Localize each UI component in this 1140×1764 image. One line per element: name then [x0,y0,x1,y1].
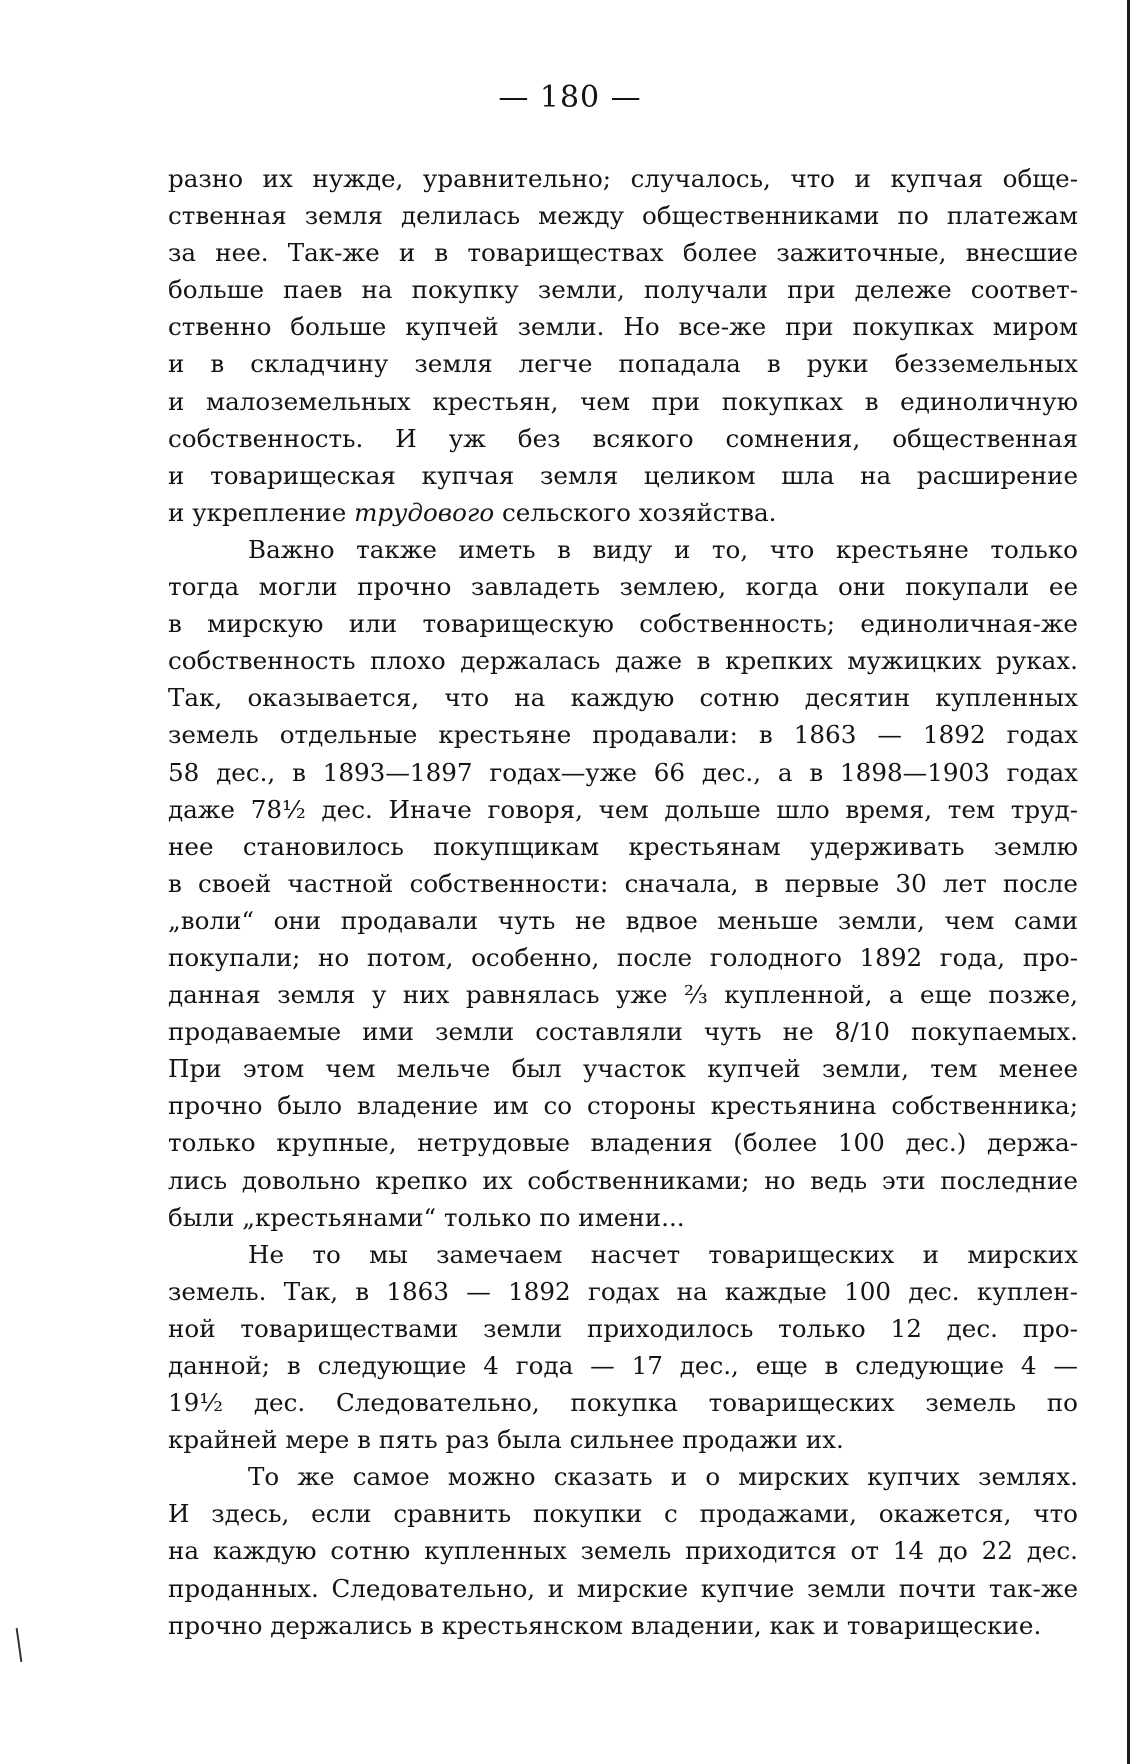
text-line: покупали; но потом, особенно, после голодного 1892 года, про- [168,942,1078,972]
text-line: проданных. Следовательно, и мирские купчие земли почти так-же [168,1573,1078,1603]
text-line: То же самое можно сказать и о мирских купчих землях. [248,1462,1078,1492]
text-line: на каждую сотню купленных земель приходится от 14 до 22 дес. [168,1536,1078,1566]
paragraph-3 [168,1236,1078,1459]
text-line: прочно было владение им со стороны крестьянина собственника; [168,1091,1078,1121]
page-number: — 180 — [498,80,642,115]
paragraph-2 [168,531,1078,1236]
emphasized-word: трудового [354,497,495,527]
text-line: „воли“ они продавали чуть не вдвое меньше земли, чем сами [168,905,1078,935]
margin-mark [16,1628,23,1662]
text-line: земель. Так, в 1863 — 1892 годах на каждые 100 дес. куплен- [168,1276,1078,1306]
text-line: ственная земля делилась между общественниками по платежам [168,201,1078,231]
text-line: только крупные, нетрудовые владения (более 100 дес.) держа- [168,1128,1078,1158]
text-fragment: сельского хозяйства. [494,497,777,527]
text-line: крайней мере в пять раз была сильнее продажи их. [168,1425,844,1455]
text-line: 19½ дес. Следовательно, покупка товарищеских земель по [168,1388,1078,1418]
text-line: продаваемые ими земли составляли чуть не 8/10 покупаемых. [168,1017,1078,1047]
text-line: собственность плохо держалась даже в крепких мужицких руках. [168,646,1078,676]
text-line: разно их нужде, уравнительно; случалось, что и купчая обще- [168,164,1078,193]
text-line: Важно также иметь в виду и то, что крестьяне только [248,534,1078,564]
text-line: за нее. Так-же и в товариществах более зажиточные, внесшие [168,238,1078,268]
text-line: в мирскую или товарищескую собственность; единоличная-же [168,609,1078,639]
text-line: были „крестьянами“ только по имени... [168,1202,685,1232]
text-fragment: и укрепление [168,497,355,527]
paragraph-1 [168,160,1078,531]
text-line: собственность. И уж без всякого сомнения, общественная [168,423,1078,453]
text-line: и в складчину земля легче попадала в руки безземельных [168,349,1078,379]
paragraph-4 [168,1458,1078,1643]
text-line: данная земля у них равнялась уже ⅔ купленной, а еще позже, [168,980,1078,1010]
text-line: в своей частной собственности: сначала, в первые 30 лет после [168,868,1078,898]
text-line: При этом чем мельче был участок купчей земли, тем менее [168,1054,1078,1084]
text-line: и товарищеская купчая земля целиком шла на расширение [168,460,1078,490]
text-line [168,494,1078,531]
text-line: тогда могли прочно завладеть землею, когда они покупали ее [168,572,1078,602]
text-line: лись довольно крепко их собственниками; но ведь эти последние [168,1165,1078,1195]
text-line: Не то мы замечаем насчет товарищеских и мирских [248,1239,1078,1269]
text-line: больше паев на покупку земли, получали при дележе соответ- [168,275,1078,305]
text-line: прочно держались в крестьянском владении, как и товарищеские. [168,1610,1042,1640]
text-line: и малоземельных крестьян, чем при покупках в единоличную [168,386,1078,416]
text-line: ственно больше купчей земли. Но все-же при покупках миром [168,312,1078,342]
text-line: данной; в следующие 4 года — 17 дес., еще в следующие 4 — [168,1351,1078,1380]
text-line: нее становилось покупщикам крестьянам удерживать землю [168,831,1078,861]
text-line: Так, оказывается, что на каждую сотню десятин купленных [168,683,1078,713]
text-line: ной товариществами земли приходилось только 12 дес. про- [168,1313,1078,1343]
body-text [168,160,1078,1644]
text-line: И здесь, если сравнить покупки с продажами, окажется, что [168,1499,1078,1529]
text-line: 58 дес., в 1893—1897 годах—уже 66 дес., а в 1898—1903 годах [168,757,1078,787]
text-line: земель отдельные крестьяне продавали: в 1863 — 1892 годах [168,720,1078,750]
text-line: даже 78½ дес. Иначе говоря, чем дольше шло время, тем труд- [168,794,1078,824]
page-edge [1127,0,1130,1764]
